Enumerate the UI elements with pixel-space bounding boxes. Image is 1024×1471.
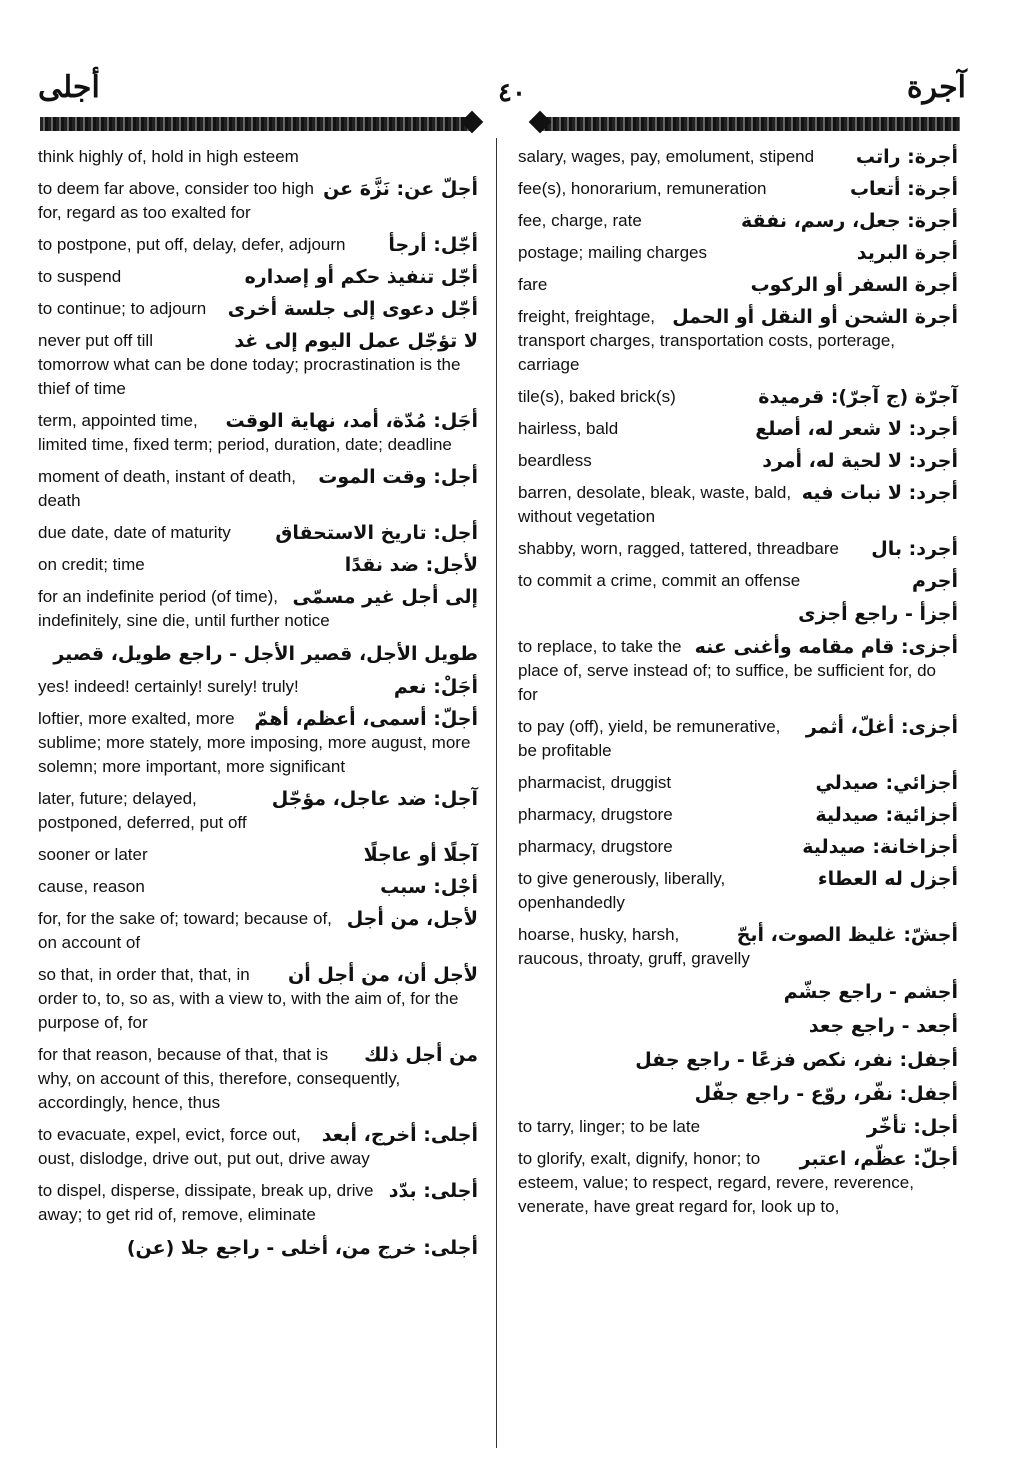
entry-headword-arabic: أجرد: لا شعر له، أصلع	[755, 418, 958, 440]
entry-definition-english: to deem far above, consider too high for, regard as too exalted for	[38, 179, 314, 222]
entry-headword-arabic: أجزل له العطاء	[817, 868, 958, 890]
dictionary-entry	[38, 233, 478, 257]
entry-definition-english: to give generously, liberally, openhandedly	[518, 869, 726, 912]
entry-headword-arabic: أجزاخانة: صيدلية	[802, 836, 958, 858]
left-column	[38, 145, 478, 1269]
dictionary-entry	[518, 923, 958, 971]
entry-definition-english: to suspend	[38, 267, 122, 286]
dictionary-entry	[38, 1123, 478, 1171]
entry-definition-english: fare	[518, 275, 548, 294]
entry-headword-arabic: أجرة السفر أو الركوب	[750, 274, 958, 296]
entry-definition-english: for an indefinite period (of time), indefinitely, sine die, until further notice	[38, 587, 330, 630]
dictionary-entry	[518, 417, 958, 441]
dictionary-entry	[38, 521, 478, 545]
header-rule-right	[540, 117, 960, 131]
entry-headword-arabic: آجلًا أو عاجلًا	[363, 844, 478, 866]
entry-headword-arabic: أجرة: راتب	[855, 146, 958, 168]
dictionary-entry	[38, 409, 478, 457]
entry-headword-arabic: أجزائي: صيدلي	[815, 772, 958, 794]
entry-definition-english: think highly of, hold in high esteem	[38, 147, 299, 166]
dictionary-entry	[38, 843, 478, 867]
entry-headword-arabic: أجل: وقت الموت	[318, 466, 478, 488]
entry-definition-english: hoarse, husky, harsh, raucous, throaty, gruff, gravelly	[518, 925, 750, 968]
entry-definition-english: to continue; to adjourn	[38, 299, 207, 318]
entry-arabic-crossref: أجلى: خرج من، أخلى - راجع جلا (عن)	[126, 1237, 478, 1259]
dictionary-entry	[518, 209, 958, 233]
dictionary-entry	[518, 1115, 958, 1139]
dictionary-entry	[518, 635, 958, 707]
dictionary-entry	[38, 265, 478, 289]
dictionary-entry	[38, 585, 478, 633]
entry-headword-arabic: أجَل: مُدّة، أمد، نهاية الوقت	[225, 410, 478, 432]
guide-word-left: أجلى	[38, 71, 100, 104]
dictionary-entry	[38, 297, 478, 321]
entry-arabic-crossref: أجفل: نفّر، روّع - راجع جفّل	[694, 1083, 958, 1105]
entry-headword-arabic: أجّل تنفيذ حكم أو إصداره	[244, 266, 478, 288]
entry-definition-english: beardless	[518, 451, 592, 470]
header-rule-left	[40, 117, 470, 131]
entry-headword-arabic: آجل: ضد عاجل، مؤجّل	[271, 788, 478, 810]
entry-arabic-crossref: طويل الأجل، قصير الأجل - راجع طويل، قصير	[53, 643, 478, 665]
entry-headword-arabic: أجزى: قام مقامه وأغنى عنه	[694, 636, 958, 658]
entry-headword-arabic: إلى أجل غير مسمّى	[292, 586, 478, 608]
entry-arabic-crossref: أجفل: نفر، نكص فزعًا - راجع جفل	[635, 1049, 958, 1071]
entry-headword-arabic: أجلى: أخرج، أبعد	[321, 1124, 478, 1146]
entry-headword-arabic: أجلّ: أسمى، أعظم، أهمّ	[254, 708, 478, 730]
entry-headword-arabic: من أجل ذلك	[364, 1044, 478, 1066]
entry-definition-english: freight, freightage, transport charges, transportation costs, porterage, carriage	[518, 307, 896, 374]
entry-definition-english: barren, desolate, bleak, waste, bald, without vegetation	[518, 483, 792, 526]
dictionary-entry	[38, 553, 478, 577]
right-column	[518, 145, 958, 1227]
entry-definition-english: on credit; time	[38, 555, 145, 574]
dictionary-entry	[518, 569, 958, 593]
guide-word-right: آجرة	[906, 71, 966, 104]
dictionary-entry	[518, 537, 958, 561]
entry-headword-arabic: لأجل أن، من أجل أن	[288, 964, 478, 986]
entry-definition-english: to replace, to take the place of, serve instead of; to suffice, be sufficient for, do for	[518, 637, 937, 704]
entry-headword-arabic: أجْل: سبب	[380, 876, 478, 898]
entry-headword-arabic: أجَلْ: نعم	[393, 676, 478, 698]
entry-headword-arabic: لا تؤجّل عمل اليوم إلى غد	[234, 330, 478, 352]
entry-definition-english: due date, date of maturity	[38, 523, 231, 542]
dictionary-entry	[518, 305, 958, 377]
entry-definition-english: to pay (off), yield, be remunerative, be profitable	[518, 717, 781, 760]
entry-headword-arabic: أجلّ: عظّم، اعتبر	[799, 1148, 958, 1170]
column-divider	[496, 138, 497, 1448]
entry-definition-english: sooner or later	[38, 845, 148, 864]
dictionary-entry	[38, 675, 478, 699]
dictionary-entry	[518, 449, 958, 473]
entry-headword-arabic: أجرم	[912, 570, 958, 592]
dictionary-entry	[518, 385, 958, 409]
entry-headword-arabic: أجرد: بال	[871, 538, 958, 560]
entry-arabic-crossref: أجشم - راجع جشّم	[783, 981, 958, 1003]
entry-definition-english: to tarry, linger; to be late	[518, 1117, 701, 1136]
dictionary-entry	[518, 145, 958, 169]
dictionary-entry	[38, 875, 478, 899]
entry-definition-english: fee, charge, rate	[518, 211, 642, 230]
dictionary-entry	[38, 177, 478, 225]
entry-definition-english: term, appointed time, limited time, fixed term; period, duration, date; deadline	[38, 411, 452, 454]
entry-headword-arabic: أجزى: أغلّ، أثمر	[805, 716, 958, 738]
dictionary-entry	[518, 803, 958, 827]
entry-headword-arabic: أجل: تاريخ الاستحقاق	[275, 522, 478, 544]
entry-headword-arabic: أجرد: لا لحية له، أمرد	[762, 450, 958, 472]
dictionary-entry	[38, 1043, 478, 1115]
entry-headword-arabic: لأجل: ضد نقدًا	[344, 554, 478, 576]
dictionary-entry	[518, 273, 958, 297]
dictionary-entry	[38, 1179, 478, 1227]
entry-headword-arabic: أجرة: جعل، رسم، نفقة	[740, 210, 958, 232]
dictionary-entry	[38, 907, 478, 955]
dictionary-entry	[518, 241, 958, 265]
entry-definition-english: yes! indeed! certainly! surely! truly!	[38, 677, 299, 696]
entry-headword-arabic: أجشّ: غليظ الصوت، أبحّ	[736, 924, 958, 946]
entry-definition-english: pharmacy, drugstore	[518, 805, 673, 824]
dictionary-entry	[518, 771, 958, 795]
dictionary-entry	[38, 145, 478, 169]
entry-headword-arabic: أجرة البريد	[856, 242, 958, 264]
entry-definition-english: pharmacy, drugstore	[518, 837, 673, 856]
entry-arabic-crossref: أجزأ - راجع أجزى	[798, 603, 958, 625]
entry-definition-english: later, future; delayed, postponed, deferred, put off	[38, 789, 247, 832]
entry-definition-english: to commit a crime, commit an offense	[518, 571, 801, 590]
dictionary-entry	[518, 177, 958, 201]
entry-definition-english: for, for the sake of; toward; because of, on account of	[38, 909, 332, 952]
entry-headword-arabic: أجزائية: صيدلية	[815, 804, 958, 826]
dictionary-entry	[38, 963, 478, 1035]
entry-definition-english: tile(s), baked brick(s)	[518, 387, 676, 406]
entry-definition-english: shabby, worn, ragged, tattered, threadbare	[518, 539, 839, 558]
entry-arabic-crossref: أجعد - راجع جعد	[808, 1015, 958, 1037]
entry-definition-english: to dispel, disperse, dissipate, break up, drive away; to get rid of, remove, eliminate	[38, 1181, 374, 1224]
entry-definition-english: hairless, bald	[518, 419, 619, 438]
entry-headword-arabic: أجرد: لا نبات فيه	[801, 482, 958, 504]
dictionary-entry	[38, 787, 478, 835]
entry-definition-english: for that reason, because of that, that is why, on account of this, therefore, consequently, accordingly, hence, thus	[38, 1045, 401, 1112]
entry-definition-english: loftier, more exalted, more sublime; more stately, more imposing, more august, more solemn; more important, more significant	[38, 709, 471, 776]
entry-definition-english: cause, reason	[38, 877, 145, 896]
entry-definition-english: pharmacist, druggist	[518, 773, 672, 792]
dictionary-entry	[518, 715, 958, 763]
dictionary-entry	[38, 707, 478, 779]
entry-headword-arabic: أجّل: أرجأ	[388, 234, 478, 256]
dictionary-entry	[518, 867, 958, 915]
page-number: ٤٠	[498, 78, 526, 107]
entry-headword-arabic: لأجل، من أجل	[346, 908, 478, 930]
entry-headword-arabic: أجلّ عن: نَزَّهَ عن	[323, 178, 478, 200]
entry-definition-english: fee(s), honorarium, remuneration	[518, 179, 767, 198]
entry-definition-english: to postpone, put off, delay, defer, adjourn	[38, 235, 346, 254]
entry-headword-arabic: آجرّة (ج آجرّ): قرميدة	[758, 386, 958, 408]
dictionary-entry	[518, 835, 958, 859]
entry-headword-arabic: أجلى: بدّد	[388, 1180, 478, 1202]
entry-definition-english: to evacuate, expel, evict, force out, oust, dislodge, drive out, put out, drive away	[38, 1125, 370, 1168]
entry-definition-english: never put off till tomorrow what can be done today; procrastination is the thief of time	[38, 331, 461, 398]
entry-definition-english: so that, in order that, that, in order to, to, so as, with a view to, with the aim of, for the purpose of, for	[38, 965, 459, 1032]
entry-headword-arabic: أجّل دعوى إلى جلسة أخرى	[227, 298, 478, 320]
entry-definition-english: postage; mailing charges	[518, 243, 708, 262]
entry-definition-english: to glorify, exalt, dignify, honor; to esteem, value; to respect, regard, revere, reverence, venerate, have great regard for, look up to,	[518, 1149, 914, 1216]
dictionary-entry	[38, 465, 478, 513]
entry-headword-arabic: أجرة: أتعاب	[849, 178, 958, 200]
entry-definition-english: moment of death, instant of death, death	[38, 467, 296, 510]
entry-headword-arabic: أجل: تأخّر	[866, 1116, 958, 1138]
entry-headword-arabic: أجرة الشحن أو النقل أو الحمل	[672, 306, 958, 328]
dictionary-entry	[518, 481, 958, 529]
entry-definition-english: salary, wages, pay, emolument, stipend	[518, 147, 815, 166]
dictionary-entry	[518, 1147, 958, 1219]
dictionary-entry	[38, 329, 478, 401]
